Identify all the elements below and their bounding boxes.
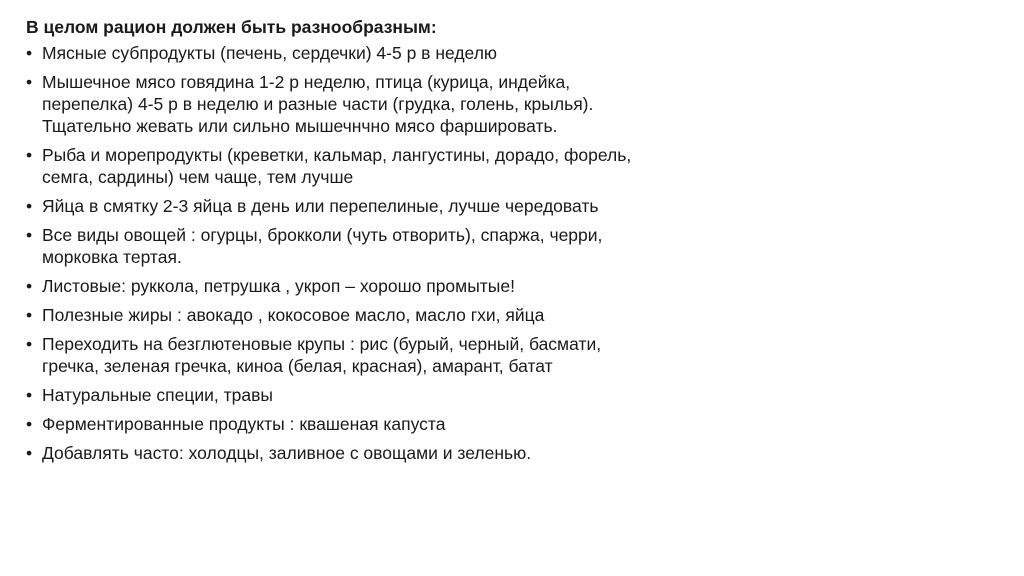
list-item bbox=[26, 413, 746, 435]
list-item-text-line: Добавлять часто: холодцы, заливное с овощами и зеленью. bbox=[42, 443, 532, 463]
list-item bbox=[26, 144, 746, 188]
bullet-icon: • bbox=[26, 145, 33, 165]
list-item-text-line: Яйца в смятку 2-3 яйца в день или перепелиные, лучше чередовать bbox=[42, 196, 599, 216]
list-item-text-line: Переходить на безглютеновые крупы : рис (бурый, черный, басмати, bbox=[42, 334, 602, 354]
list-item-text-line: Полезные жиры : авокадо , кокосовое масло, масло гхи, яйца bbox=[42, 305, 545, 325]
bullet-icon: • bbox=[26, 276, 33, 296]
list-item-text-line: перепелка) 4-5 р в неделю и разные части (грудка, голень, крылья). bbox=[42, 94, 594, 114]
list-item bbox=[26, 42, 746, 64]
list-item bbox=[26, 71, 746, 137]
list-item-text-line: Мышечное мясо говядина 1-2 р неделю, птица (курица, индейка, bbox=[42, 72, 571, 92]
list-item-text-line: морковка тертая. bbox=[42, 247, 182, 267]
bullet-icon: • bbox=[26, 43, 33, 63]
bullet-icon: • bbox=[26, 305, 33, 325]
slide-title: В целом рацион должен быть разнообразным: bbox=[26, 17, 437, 37]
list-item-text-line: Все виды овощей : огурцы, брокколи (чуть отворить), спаржа, черри, bbox=[42, 225, 603, 245]
list-item bbox=[26, 304, 746, 326]
bullet-icon: • bbox=[26, 385, 33, 405]
list-item bbox=[26, 384, 746, 406]
bullet-icon: • bbox=[26, 196, 33, 216]
bullet-icon: • bbox=[26, 443, 33, 463]
list-item bbox=[26, 275, 746, 297]
list-item-text-line: семга, сардины) чем чаще, тем лучше bbox=[42, 167, 354, 187]
bullet-icon: • bbox=[26, 334, 33, 354]
list-item bbox=[26, 442, 746, 464]
bullet-icon: • bbox=[26, 414, 33, 434]
list-item bbox=[26, 333, 746, 377]
bullet-list bbox=[26, 42, 746, 464]
bullet-icon: • bbox=[26, 225, 33, 245]
list-item-text-line: гречка, зеленая гречка, киноа (белая, красная), амарант, батат bbox=[42, 356, 553, 376]
list-item bbox=[26, 195, 746, 217]
list-item-text-line: Рыба и морепродукты (креветки, кальмар, лангустины, дорадо, форель, bbox=[42, 145, 632, 165]
bullet-icon: • bbox=[26, 72, 33, 92]
slide-content bbox=[26, 16, 746, 464]
list-item-text-line: Листовые: руккола, петрушка , укроп – хорошо промытые! bbox=[42, 276, 515, 296]
list-item bbox=[26, 224, 746, 268]
list-item-text-line: Тщательно жевать или сильно мышечнчно мясо фаршировать. bbox=[42, 116, 558, 136]
list-item-text-line: Натуральные специи, травы bbox=[42, 385, 273, 405]
list-item-text-line: Ферментированные продукты : квашеная капуста bbox=[42, 414, 446, 434]
list-item-text-line: Мясные субпродукты (печень, сердечки) 4-5 р в неделю bbox=[42, 43, 498, 63]
